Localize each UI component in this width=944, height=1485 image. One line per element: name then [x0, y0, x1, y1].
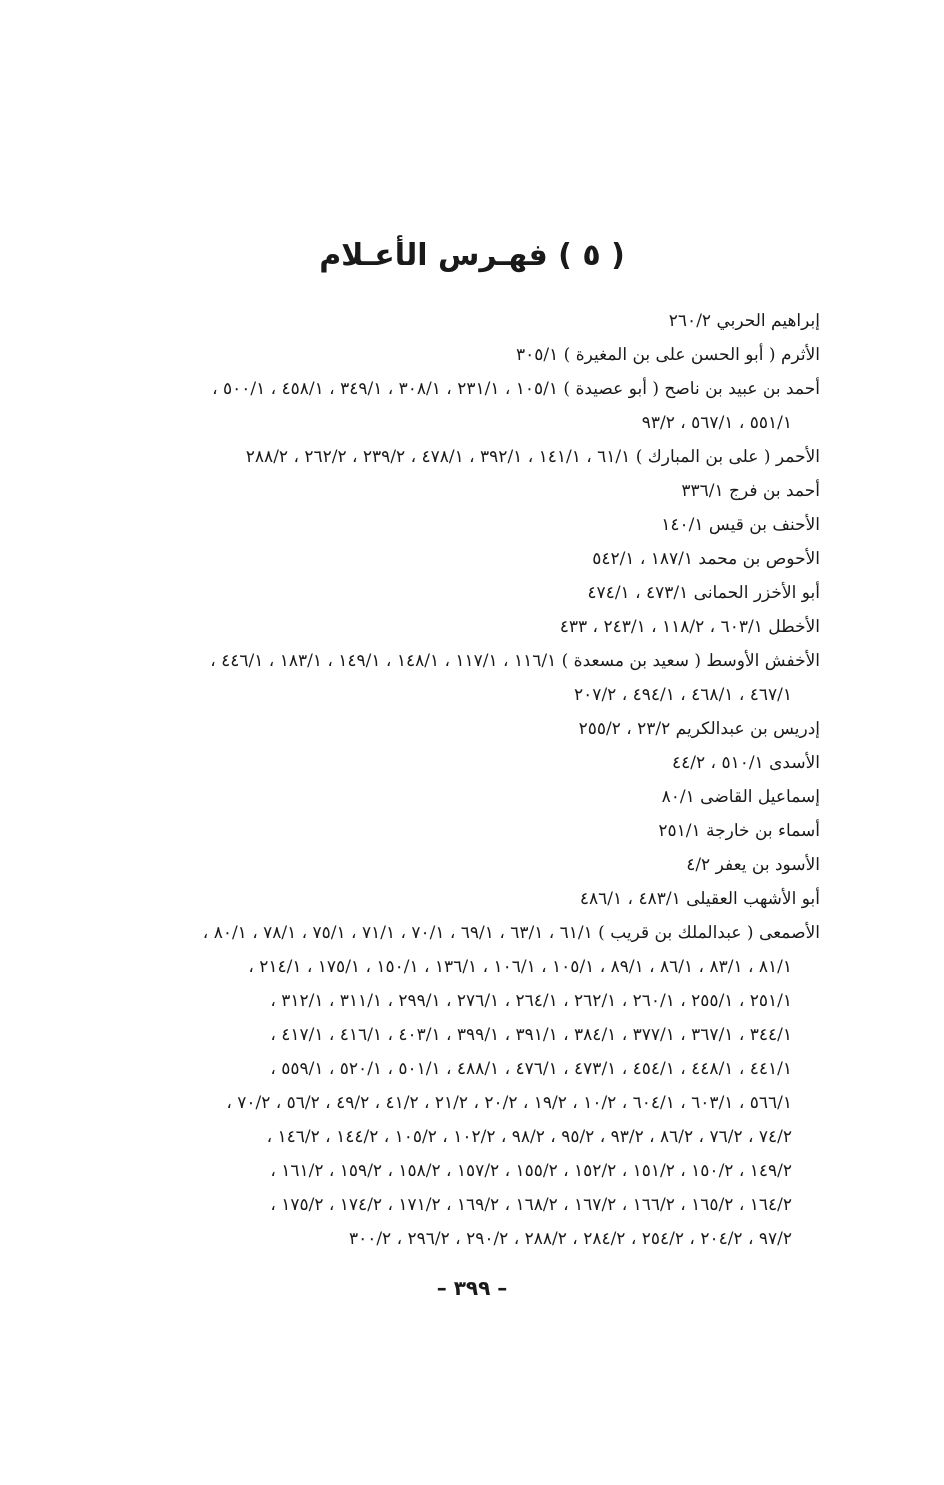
index-entry: [78, 916, 820, 1256]
entry-continuation-line: ٣٤٤/١ ، ٣٦٧/١ ، ٣٧٧/١ ، ٣٨٤/١ ، ٣٩١/١ ، ٣٩٩/١ ، ٤٠٣/١ ، ٤١٦/١ ، ٤١٧/١ ،: [270, 1025, 792, 1045]
index-entry: [78, 780, 820, 814]
index-entry: [78, 542, 820, 576]
entry-line: الأحمر ( على بن المبارك ) ٦١/١ ، ١٤١/١ ، ٣٩٢/١ ، ٤٧٨/١ ، ٢٣٩/٢ ، ٢٦٢/٢ ، ٢٨٨/٢: [245, 447, 820, 467]
index-entry: [78, 304, 820, 338]
entry-line: إبراهيم الحربي ٢٦٠/٢: [668, 311, 820, 331]
entry-line: الأخفش الأوسط ( سعيد بن مسعدة ) ١١٦/١ ، ١١٧/١ ، ١٤٨/١ ، ١٤٩/١ ، ١٨٣/١ ، ٤٤٦/١ ،: [210, 651, 820, 671]
entry-continuation-line: ٥٥١/١ ، ٥٦٧/١ ، ٩٣/٢: [641, 413, 792, 433]
index-entry: [78, 712, 820, 746]
entry-continuation-line: ٤٤١/١ ، ٤٤٨/١ ، ٤٥٤/١ ، ٤٧٣/١ ، ٤٧٦/١ ، ٤٨٨/١ ، ٥٠١/١ ، ٥٢٠/١ ، ٥٥٩/١ ،: [270, 1059, 792, 1079]
entry-line: أبو الأخزر الحمانى ٤٧٣/١ ، ٤٧٤/١: [587, 583, 820, 603]
entry-continuation-line: ٥٦٦/١ ، ٦٠٣/١ ، ٦٠٤/١ ، ١٠/٢ ، ١٩/٢ ، ٢٠/٢ ، ٢١/٢ ، ٤١/٢ ، ٤٩/٢ ، ٥٦/٢ ، ٧٠/٢ ،: [226, 1093, 792, 1113]
index-entry: [78, 848, 820, 882]
entry-line: الأسدى ٥١٠/١ ، ٤٤/٢: [672, 753, 820, 773]
index-entry: [78, 508, 820, 542]
entry-line: إسماعيل القاضى ٨٠/١: [661, 787, 820, 807]
entry-line: الأصمعى ( عبدالملك بن قريب ) ٦١/١ ، ٦٣/١ ، ٦٩/١ ، ٧٠/١ ، ٧١/١ ، ٧٥/١ ، ٧٨/١ ، ٨٠/١ ،: [202, 923, 820, 943]
entry-continuation-line: ١٦٤/٢ ، ١٦٥/٢ ، ١٦٦/٢ ، ١٦٧/٢ ، ١٦٨/٢ ، ١٦٩/٢ ، ١٧١/٢ ، ١٧٤/٢ ، ١٧٥/٢ ،: [270, 1195, 792, 1215]
entry-continuation-line: ٨١/١ ، ٨٣/١ ، ٨٦/١ ، ٨٩/١ ، ١٠٥/١ ، ١٠٦/١ ، ١٣٦/١ ، ١٥٠/١ ، ١٧٥/١ ، ٢١٤/١ ،: [248, 957, 792, 977]
entry-line: إدريس بن عبدالكريم ٢٣/٢ ، ٢٥٥/٢: [578, 719, 820, 739]
entry-line: الأخطل ٦٠٣/١ ، ١١٨/٢ ، ٢٤٣/١ ، ٤٣٣: [559, 617, 820, 637]
entry-line: الأحنف بن قيس ١٤٠/١: [661, 515, 820, 535]
entry-continuation-line: ١٤٩/٢ ، ١٥٠/٢ ، ١٥١/٢ ، ١٥٢/٢ ، ١٥٥/٢ ، ١٥٧/٢ ، ١٥٨/٢ ، ١٥٩/٢ ، ١٦١/٢ ،: [270, 1161, 792, 1181]
index-entry: [78, 746, 820, 780]
index-entry: [78, 338, 820, 372]
index-entry: [78, 814, 820, 848]
page-title: ( ٥ ) فهـرس الأعـلام: [319, 238, 625, 273]
index-entry: [78, 644, 820, 712]
index-entry: [78, 474, 820, 508]
entry-line: الأحوص بن محمد ١٨٧/١ ، ٥٤٢/١: [592, 549, 820, 569]
entry-line: أبو الأشهب العقيلى ٤٨٣/١ ، ٤٨٦/١: [579, 889, 820, 909]
index-entry: [78, 882, 820, 916]
entry-continuation-line: ٢٥١/١ ، ٢٥٥/١ ، ٢٦٠/١ ، ٢٦٢/١ ، ٢٦٤/١ ، ٢٧٦/١ ، ٢٩٩/١ ، ٣١١/١ ، ٣١٢/١ ،: [270, 991, 792, 1011]
index-entries: [78, 304, 820, 1256]
index-entry: [78, 372, 820, 440]
entry-continuation-line: ٤٦٧/١ ، ٤٦٨/١ ، ٤٩٤/١ ، ٢٠٧/٢: [574, 685, 792, 705]
index-entry: [78, 610, 820, 644]
entry-continuation-line: ٩٧/٢ ، ٢٠٤/٢ ، ٢٥٤/٢ ، ٢٨٤/٢ ، ٢٨٨/٢ ، ٢٩٠/٢ ، ٢٩٦/٢ ، ٣٠٠/٢: [348, 1229, 792, 1249]
entry-line: أسماء بن خارجة ٢٥١/١: [658, 821, 820, 841]
entry-line: الأسود بن يعفر ٤/٢: [686, 855, 820, 875]
entry-line: الأثرم ( أبو الحسن على بن المغيرة ) ٣٠٥/١: [516, 345, 820, 365]
index-entry: [78, 440, 820, 474]
entry-line: أحمد بن فرج ٣٣٦/١: [681, 481, 820, 501]
entry-line: أحمد بن عبيد بن ناصح ( أبو عصيدة ) ١٠٥/١ ، ٢٣١/١ ، ٣٠٨/١ ، ٣٤٩/١ ، ٤٥٨/١ ، ٥٠٠/١ ،: [212, 379, 820, 399]
page-number: – ٣٩٩ –: [436, 1276, 508, 1300]
index-entry: [78, 576, 820, 610]
entry-continuation-line: ٧٤/٢ ، ٧٦/٢ ، ٨٦/٢ ، ٩٣/٢ ، ٩٥/٢ ، ٩٨/٢ ، ١٠٢/٢ ، ١٠٥/٢ ، ١٤٤/٢ ، ١٤٦/٢ ،: [266, 1127, 792, 1147]
